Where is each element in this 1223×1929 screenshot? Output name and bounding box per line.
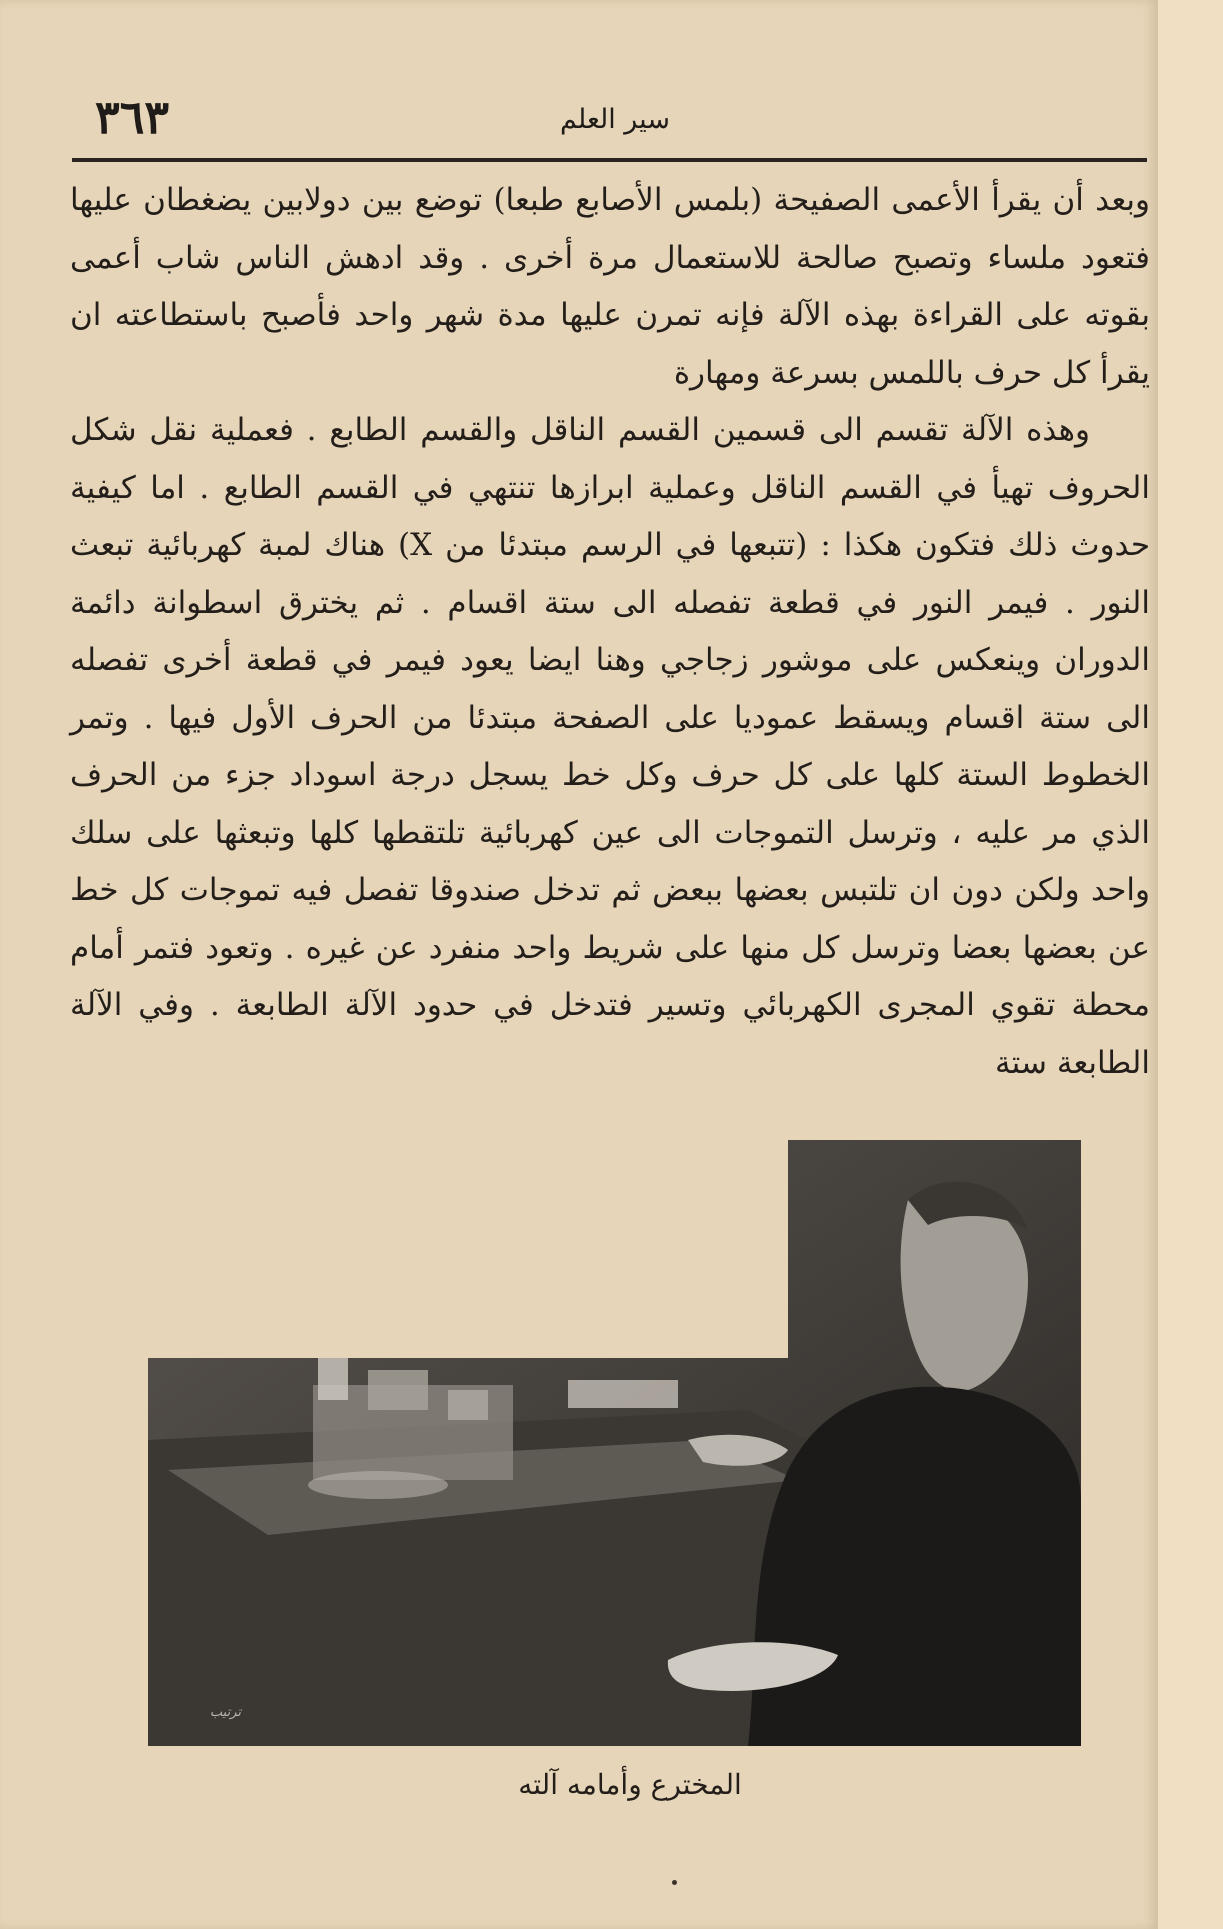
page-edge bbox=[1158, 0, 1223, 1929]
paragraph-1: وبعد أن يقرأ الأعمى الصفيحة (بلمس الأصابع طبعا) توضع بين دولابين يضغطان عليها فتعود ملساء وتصبح صالحة للاستعمال مرة أخرى . وقد ادهش الناس شاب أعمى بقوته على القراءة بهذه الآلة فإنه تمرن عليها مدة شهر واحد فأصبح باستطاعته ان يقرأ كل حرف باللمس بسرعة ومهارة bbox=[70, 182, 1150, 391]
photo-notch bbox=[148, 1140, 788, 1358]
paragraph-2: وهذه الآلة تقسم الى قسمين القسم الناقل والقسم الطابع . فعملية نقل شكل الحروف تهيأ في القسم الناقل وعملية ابرازها تنتهي في القسم الطابع . اما كيفية حدوث ذلك فتكون هكذا : (تتبعها في الرسم مبتدئا من X) هناك لمبة كهربائية تبعث النور . فيمر النور في قطعة تفصله الى ستة اقسام . ثم يخترق اسطوانة دائمة الدوران وينعكس على موشور زجاجي وهنا ايضا يعود فيمر في قطعة أخرى تفصله الى ستة اقسام ويسقط عموديا على الصفحة مبتدئا من الحرف الأول فيها . وتمر الخطوط الستة كلها على كل حرف وكل خط يسجل درجة اسوداد جزء من الحرف الذي مر عليه ، وترسل التموجات الى عين كهربائية تلتقطها كلها وتبعثها على سلك واحد ولكن دون ان تلتبس بعضها ببعض ثم تدخل صندوقا تفصل فيه تموجات كل خط عن بعضها بعضا وترسل كل منها على شريط واحد منفرد عن غيره . وتعود فتمر أمام محطة تقوي المجرى الكهربائي وتسير فتدخل في حدود الآلة الطابعة . وفي الآلة الطابعة ستة bbox=[70, 412, 1150, 1081]
figure-caption: المخترع وأمامه آلته bbox=[518, 1768, 742, 1801]
page-number: ٣٦٣ bbox=[95, 90, 170, 144]
body-text bbox=[70, 172, 1150, 1092]
running-head: سير العلم bbox=[560, 104, 670, 135]
photo-signature: ترتيب bbox=[209, 1705, 241, 1720]
inventor-photo bbox=[148, 1140, 1081, 1746]
page-dot bbox=[672, 1880, 677, 1885]
header-rule bbox=[72, 158, 1147, 162]
